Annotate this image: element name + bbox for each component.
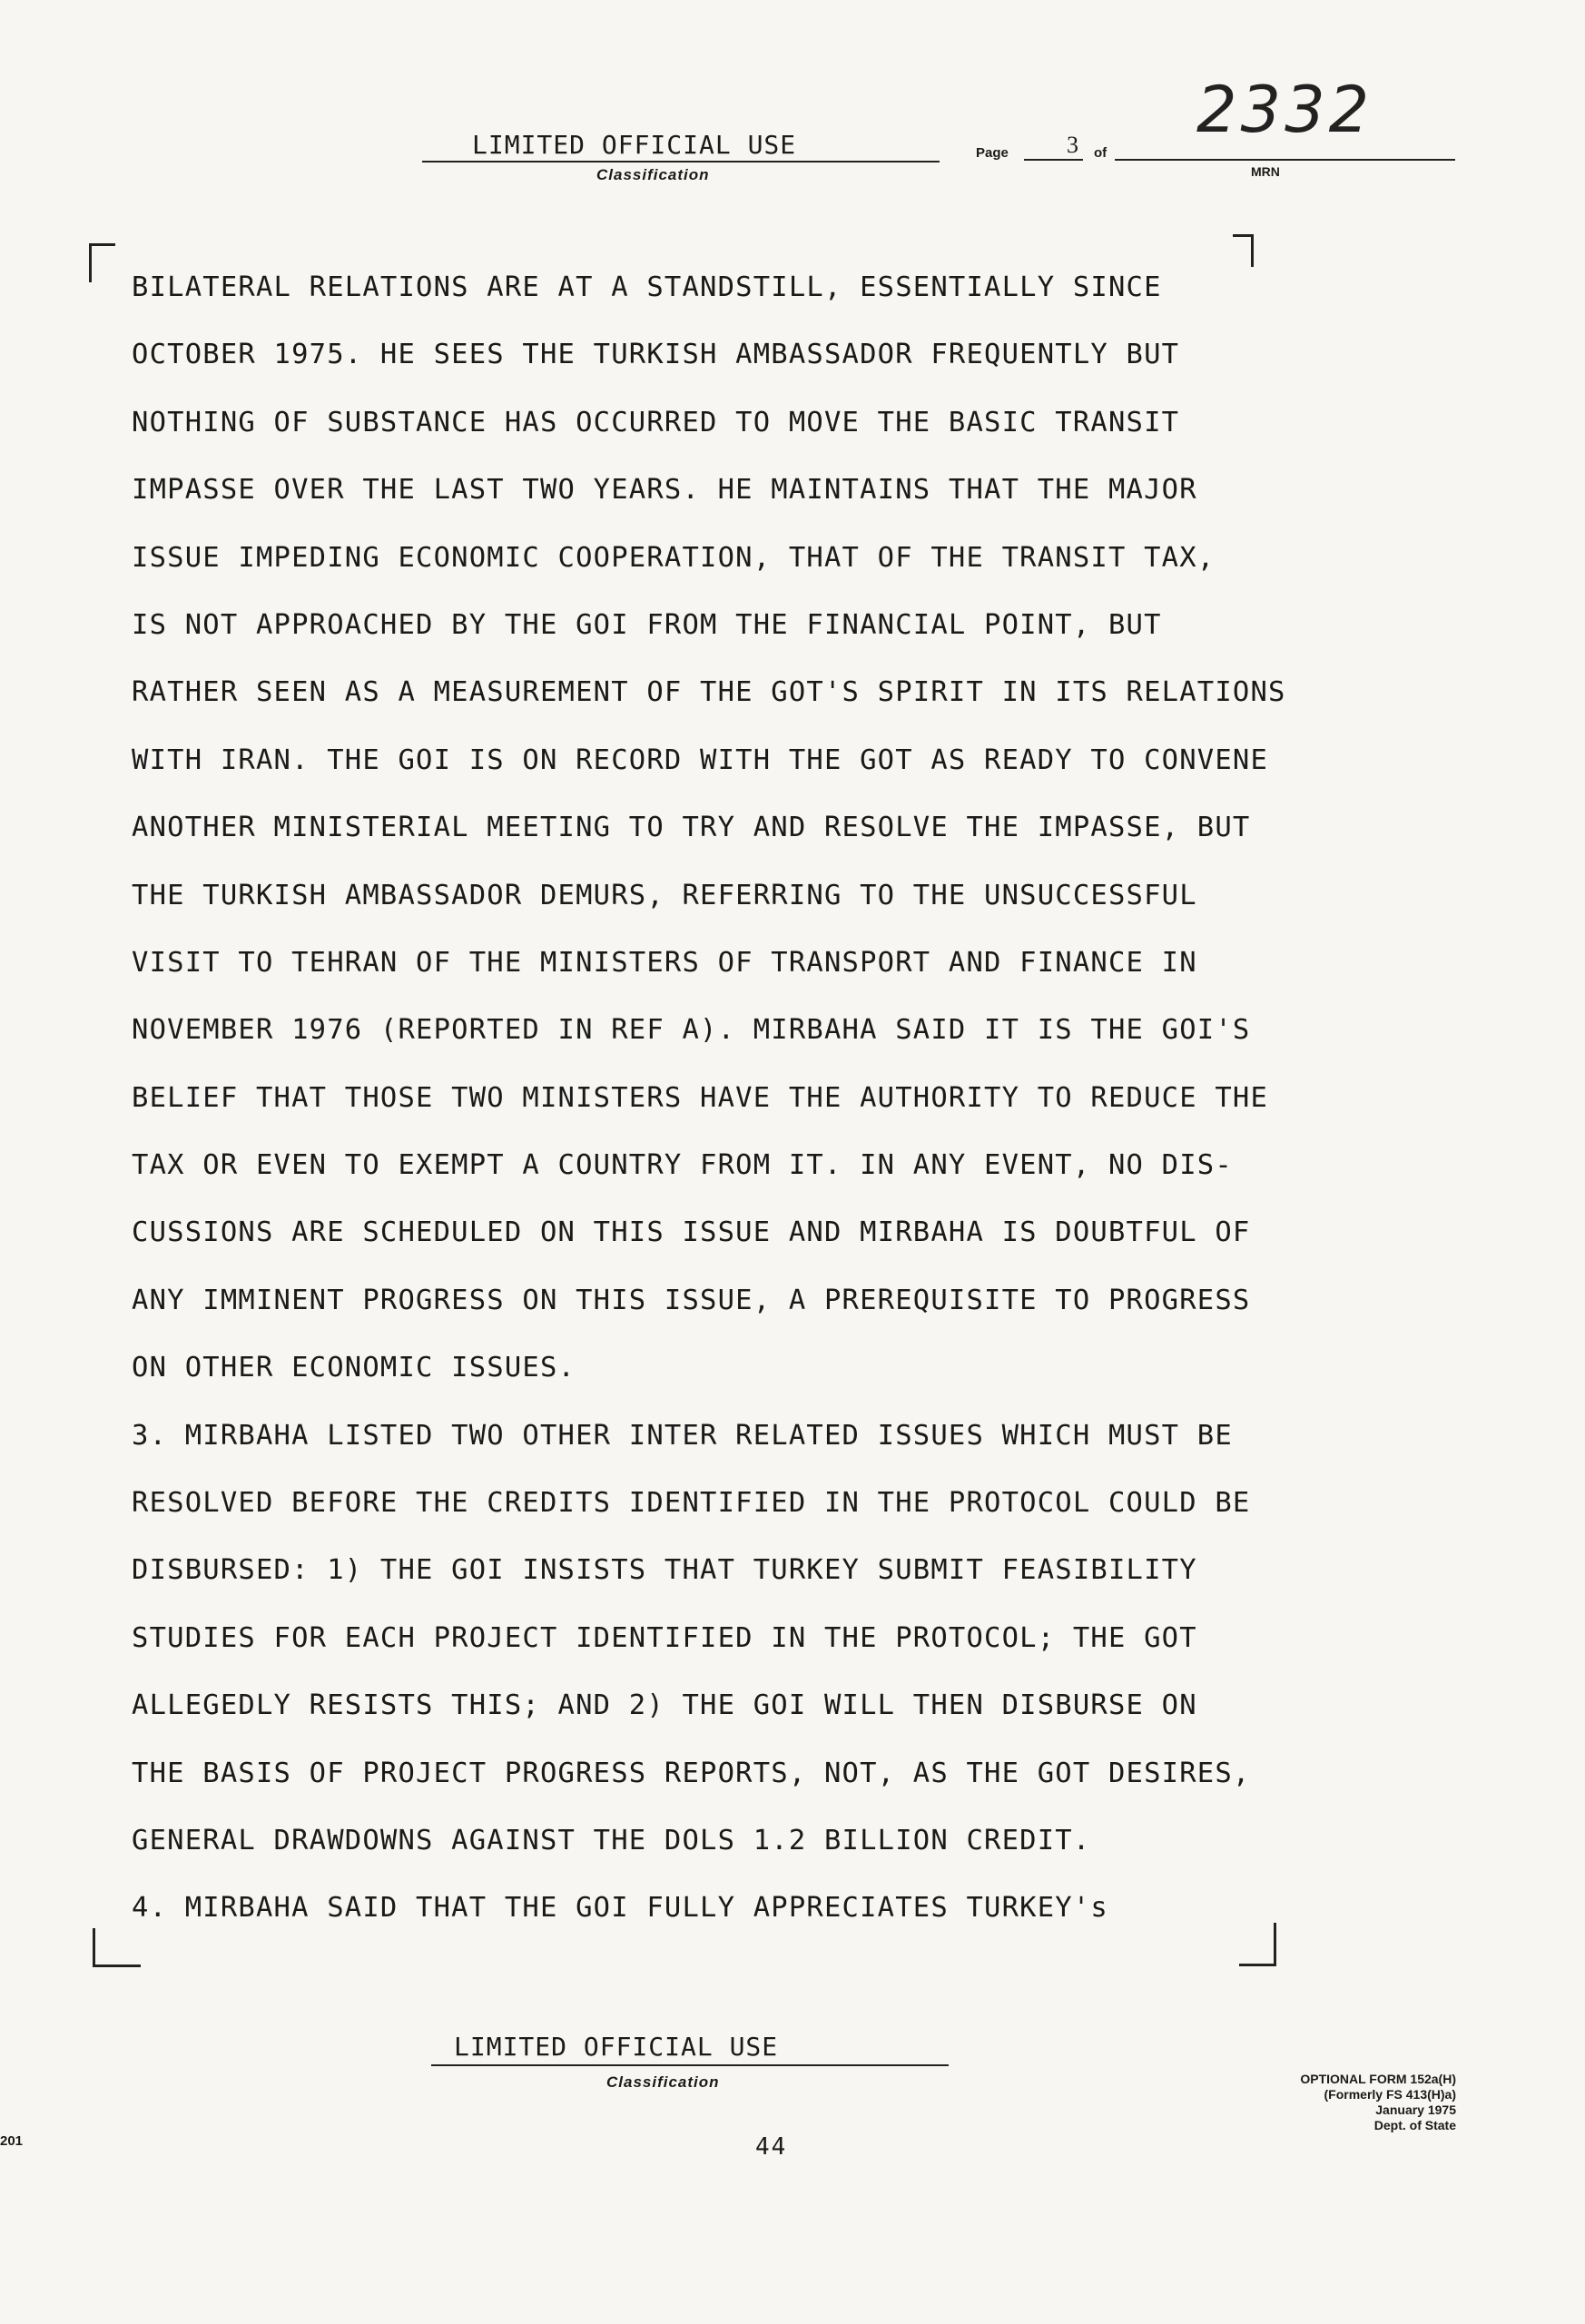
body-line: THE TURKISH AMBASSADOR DEMURS, REFERRING TO THE UNSUCCESSFUL xyxy=(132,879,1197,911)
header-classification-label: Classification xyxy=(596,166,710,183)
margin-number: 201 xyxy=(0,2133,24,2149)
body-line: CUSSIONS ARE SCHEDULED ON THIS ISSUE AND MIRBAHA IS DOUBTFUL OF xyxy=(132,1216,1251,1249)
form-info-line: (Formerly FS 413(H)a) xyxy=(1324,2087,1456,2102)
form-info-line: Dept. of State xyxy=(1373,2118,1456,2132)
footer-classification: LIMITED OFFICIAL USE xyxy=(454,2032,779,2062)
body-line: DISBURSED: 1) THE GOI INSISTS THAT TURKEY SUBMIT FEASIBILITY xyxy=(132,1554,1197,1587)
form-info-line: OPTIONAL FORM 152a(H) xyxy=(1300,2072,1456,2086)
footer-classification-label: Classification xyxy=(606,2073,720,2091)
mrn-underline xyxy=(1115,159,1455,161)
header-classification: LIMITED OFFICIAL USE xyxy=(472,130,797,160)
footer-page-number: 44 xyxy=(755,2133,788,2161)
body-line: ON OTHER ECONOMIC ISSUES. xyxy=(132,1352,576,1384)
body-line: NOTHING OF SUBSTANCE HAS OCCURRED TO MOVE THE BASIC TRANSIT xyxy=(132,406,1180,438)
footer-classification-underline xyxy=(431,2064,949,2066)
page-label: Page xyxy=(976,145,1009,161)
body-line: RESOLVED BEFORE THE CREDITS IDENTIFIED IN THE PROTOCOL COULD BE xyxy=(132,1487,1251,1520)
message-body xyxy=(132,254,1457,1943)
mrn-label: MRN xyxy=(1251,164,1280,179)
mrn-handwritten: 2332 xyxy=(1196,73,1373,147)
body-line: IMPASSE OVER THE LAST TWO YEARS. HE MAINTAINS THAT THE MAJOR xyxy=(132,474,1197,507)
body-line: BELIEF THAT THOSE TWO MINISTERS HAVE THE AUTHORITY TO REDUCE THE xyxy=(132,1081,1269,1114)
body-line: 3. MIRBAHA LISTED TWO OTHER INTER RELATED ISSUES WHICH MUST BE xyxy=(132,1419,1233,1452)
body-line: ANY IMMINENT PROGRESS ON THIS ISSUE, A PREREQUISITE TO PROGRESS xyxy=(132,1284,1251,1316)
body-line: ALLEGEDLY RESISTS THIS; AND 2) THE GOI WILL THEN DISBURSE ON xyxy=(132,1689,1197,1722)
body-line: STUDIES FOR EACH PROJECT IDENTIFIED IN THE PROTOCOL; THE GOT xyxy=(132,1621,1197,1654)
body-line: 4. MIRBAHA SAID THAT THE GOI FULLY APPRECIATES TURKEY's xyxy=(132,1892,1108,1925)
page-number-underline xyxy=(1024,159,1083,161)
corner-mark-top-left xyxy=(89,243,115,282)
body-line: NOVEMBER 1976 (REPORTED IN REF A). MIRBAHA SAID IT IS THE GOI'S xyxy=(132,1014,1251,1047)
body-line: RATHER SEEN AS A MEASUREMENT OF THE GOT'S SPIRIT IN ITS RELATIONS xyxy=(132,676,1286,709)
body-line: VISIT TO TEHRAN OF THE MINISTERS OF TRANSPORT AND FINANCE IN xyxy=(132,946,1197,979)
of-label: of xyxy=(1094,145,1108,161)
form-info-line: January 1975 xyxy=(1375,2102,1456,2117)
header-classification-underline xyxy=(422,161,940,162)
body-line: THE BASIS OF PROJECT PROGRESS REPORTS, NOT, AS THE GOT DESIRES, xyxy=(132,1757,1251,1789)
body-line: TAX OR EVEN TO EXEMPT A COUNTRY FROM IT. IN ANY EVENT, NO DIS- xyxy=(132,1149,1233,1182)
body-line: IS NOT APPROACHED BY THE GOI FROM THE FINANCIAL POINT, BUT xyxy=(132,608,1162,641)
page-number: 3 xyxy=(1067,132,1078,158)
body-line: ISSUE IMPEDING ECONOMIC COOPERATION, THAT OF THE TRANSIT TAX, xyxy=(132,541,1216,574)
body-line: GENERAL DRAWDOWNS AGAINST THE DOLS 1.2 BILLION CREDIT. xyxy=(132,1824,1091,1856)
body-line: ANOTHER MINISTERIAL MEETING TO TRY AND RESOLVE THE IMPASSE, BUT xyxy=(132,812,1251,844)
body-line: WITH IRAN. THE GOI IS ON RECORD WITH THE GOT AS READY TO CONVENE xyxy=(132,743,1269,776)
corner-mark-bottom-right xyxy=(1239,1923,1276,1966)
body-line: OCTOBER 1975. HE SEES THE TURKISH AMBASSADOR FREQUENTLY BUT xyxy=(132,339,1180,371)
form-info xyxy=(1300,2072,1456,2133)
corner-mark-bottom-left xyxy=(93,1928,141,1967)
body-line: BILATERAL RELATIONS ARE AT A STANDSTILL, ESSENTIALLY SINCE xyxy=(132,271,1162,303)
